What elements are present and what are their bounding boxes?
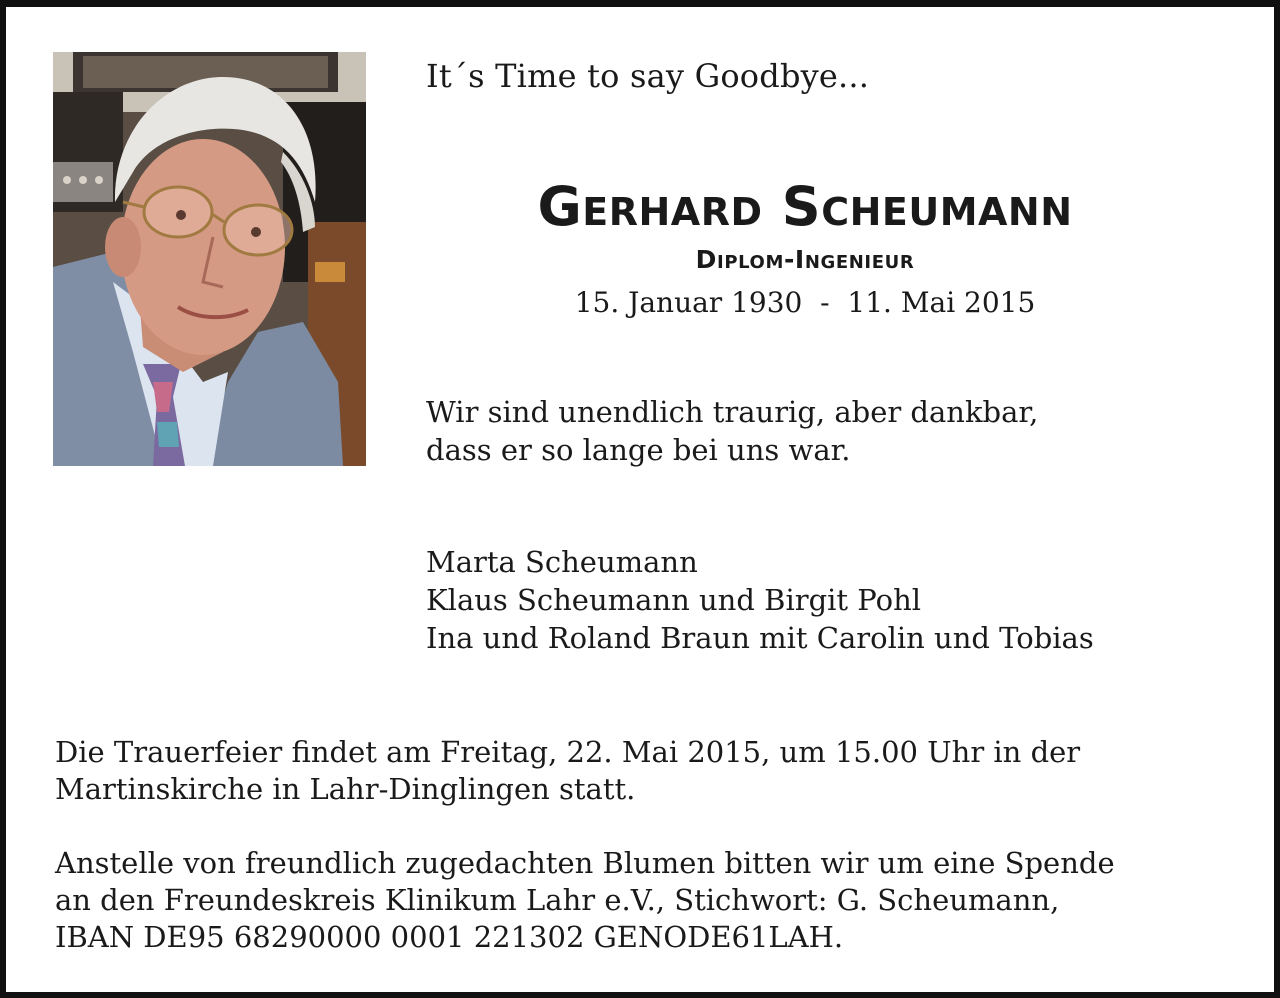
service-line: Martinskirche in Lahr-Dinglingen statt. [55,772,636,806]
quote-line: dass er so lange bei uns war. [426,433,851,467]
portrait-photo [53,52,366,466]
mourners-list [426,543,1094,657]
mourner-name: Klaus Scheumann und Birgit Pohl [426,583,922,617]
funeral-service-info [55,734,1080,808]
mourner-name: Marta Scheumann [426,545,698,579]
quote-line: Wir sind unendlich traurig, aber dankbar, [426,395,1039,429]
deceased-name: Gerhard Scheumann [537,175,1073,238]
headline: It´s Time to say Goodbye... [426,57,870,95]
service-line: Die Trauerfeier findet am Freitag, 22. Mai 2015, um 15.00 Uhr in der [55,735,1081,769]
donation-line: an den Freundeskreis Klinikum Lahr e.V., Stichwort: G. Scheumann, [55,883,1060,917]
memorial-quote [426,393,1038,469]
donation-info [55,845,1115,956]
life-dates: 15. Januar 1930 - 11. Mai 2015 [574,286,1036,319]
mourner-name: Ina und Roland Braun mit Carolin und Tobias [426,621,1094,655]
donation-line: Anstelle von freundlich zugedachten Blumen bitten wir um eine Spende [55,846,1115,880]
academic-title: Diplom-Ingenieur [695,245,915,274]
donation-line: IBAN DE95 68290000 0001 221302 GENODE61LAH. [55,920,844,954]
